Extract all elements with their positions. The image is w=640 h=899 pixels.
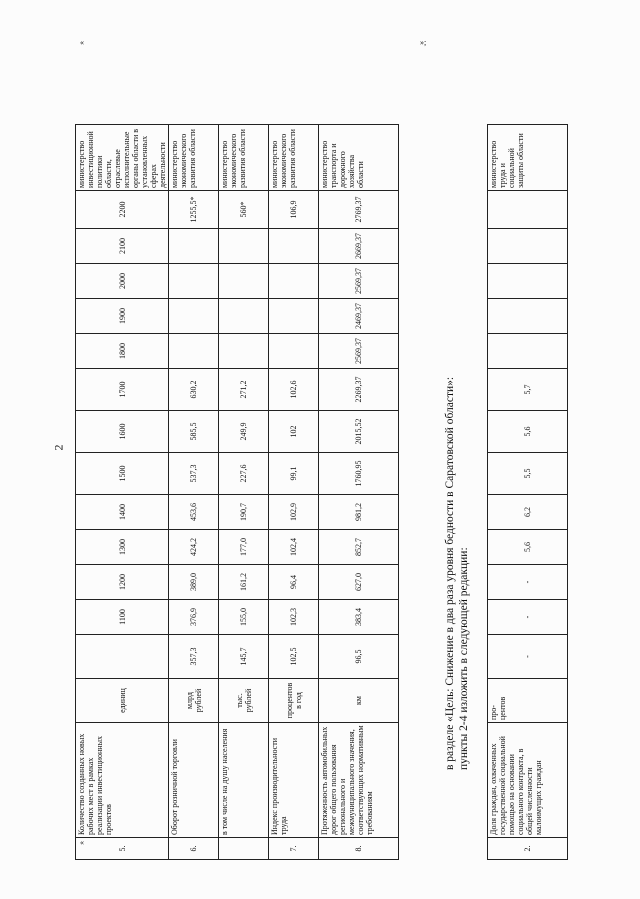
page-number: 2 [51,444,66,451]
value-cell [219,334,269,369]
year-header: 1800 [76,334,169,369]
value-cell: 2569,37 [319,264,399,299]
section-heading [443,150,471,770]
rotated-sheet [75,40,543,860]
indicator-name: Протяженность автомобильных дорог общего пользования регионального и межмуниципального значения, соответствующих нормативным требованиям [319,723,399,838]
value-cell: 537,3 [169,453,219,495]
value-cell: 271,2 [219,369,269,411]
value-cell: 2769,37 [319,191,399,229]
value-cell: 102 [269,411,319,453]
value-cell: 2469,37 [319,299,399,334]
value-cell [269,264,319,299]
responsible-body: министерство экономического развития области [219,125,269,191]
value-cell: 383,4 [319,600,399,635]
value-cell: 453,6 [169,495,219,530]
closing-mark: »; [420,38,427,47]
value-cell: 96,4 [269,565,319,600]
year-header: 1300 [76,530,169,565]
value-cell [169,299,219,334]
responsible-body: министерство экономического развития области [269,125,319,191]
year-header: 2200 [76,191,169,229]
value-cell [219,299,269,334]
year-header: 1600 [76,411,169,453]
value-cell: 227,6 [219,453,269,495]
value-cell: 376,9 [169,600,219,635]
value-cell [169,229,219,264]
value-cell: 5,7 [488,369,568,411]
base-value: 145,7 [219,635,269,679]
value-cell [488,191,568,229]
year-header: 1200 [76,565,169,600]
value-cell: 2669,37 [319,229,399,264]
responsible-body: министерство транспорта и дорожного хозяйства области [319,125,399,191]
heading-line-2: пункты 2-4 изложить в следующей редакции: [458,547,470,770]
unit-cell: процентов в год [269,679,319,723]
value-cell: 106,9 [269,191,319,229]
indicator-name: Количество созданных новых рабочих мест в рамках реализации инвестиционных проектов [76,723,169,838]
value-cell: 981,2 [319,495,399,530]
table-row [76,125,169,860]
value-cell: - [488,600,568,635]
base-value [76,635,169,679]
value-cell: 424,2 [169,530,219,565]
year-header: 1900 [76,299,169,334]
value-cell: 1255,5* [169,191,219,229]
responsible-body: министерство труда и социальной защиты области [488,125,568,191]
value-cell: - [488,565,568,600]
unit-cell: км [319,679,399,723]
year-header: 1700 [76,369,169,411]
value-cell [219,229,269,264]
table-row [169,125,219,860]
value-cell: 2569,37 [319,334,399,369]
indicator-name: Оборот розничной торговли [169,723,219,838]
value-cell [169,334,219,369]
row-number: 7. [269,838,319,860]
indicator-name: в том числе на душу населения [219,723,269,838]
year-header: 1400 [76,495,169,530]
value-cell: 389,0 [169,565,219,600]
value-cell: 560* [219,191,269,229]
quote-mark-bottom: « [80,838,84,847]
row-number: 5. [76,838,169,860]
responsible-body: министерство инвестиционной политики области, отраслевые исполнительные органы области в установленных сферах деятельности [76,125,169,191]
quote-mark-top: « [80,38,84,47]
value-cell [488,334,568,369]
table-row [269,125,319,860]
base-value: 357,3 [169,635,219,679]
unit-cell: млрд рублей [169,679,219,723]
base-value: 96,5 [319,635,399,679]
value-cell: 249,9 [219,411,269,453]
indicator-name: Доля граждан, охваченных государственной социальной помощью на основании социального контракта, в общей численности малоимущих граждан [488,723,568,838]
value-cell: 102,6 [269,369,319,411]
value-cell: 1760,95 [319,453,399,495]
responsible-body: министерство экономического развития области [169,125,219,191]
value-cell: 190,7 [219,495,269,530]
heading-line-1: в разделе «Цель: Снижение в два раза уровня бедности в Саратовской области»: [444,376,456,770]
year-header: 1100 [76,600,169,635]
value-cell: 852,7 [319,530,399,565]
base-value: - [488,635,568,679]
value-cell [488,229,568,264]
value-cell: 155,0 [219,600,269,635]
value-cell [269,334,319,369]
value-cell: 161,2 [219,565,269,600]
value-cell: 630,2 [169,369,219,411]
row-number: 2. [488,838,568,860]
value-cell: 627,0 [319,565,399,600]
unit-cell: про- центов [488,679,568,723]
value-cell [169,264,219,299]
value-cell: 5,5 [488,453,568,495]
poverty-table [487,124,568,860]
value-cell: 2269,37 [319,369,399,411]
row-number: 8. [319,838,399,860]
value-cell: 102,9 [269,495,319,530]
table-row [219,125,269,860]
base-value: 102,5 [269,635,319,679]
value-cell: 102,4 [269,530,319,565]
value-cell [488,299,568,334]
indicator-name: Индекс производительности труда [269,723,319,838]
indicators-table [75,124,399,860]
value-cell: 102,3 [269,600,319,635]
value-cell [269,229,319,264]
year-header: 1500 [76,453,169,495]
value-cell: 177,0 [219,530,269,565]
year-header: 2000 [76,264,169,299]
value-cell: 5,6 [488,530,568,565]
value-cell: 6,2 [488,495,568,530]
value-cell: 585,5 [169,411,219,453]
value-cell [219,264,269,299]
value-cell: 5,6 [488,411,568,453]
unit-cell: тыс. рублей [219,679,269,723]
value-cell [488,264,568,299]
value-cell: 99,1 [269,453,319,495]
value-cell: 2015,52 [319,411,399,453]
row-number [219,838,269,860]
table-row [319,125,399,860]
row-number: 6. [169,838,219,860]
table-row [488,125,568,860]
unit-cell: единиц [76,679,169,723]
year-header: 2100 [76,229,169,264]
value-cell [269,299,319,334]
